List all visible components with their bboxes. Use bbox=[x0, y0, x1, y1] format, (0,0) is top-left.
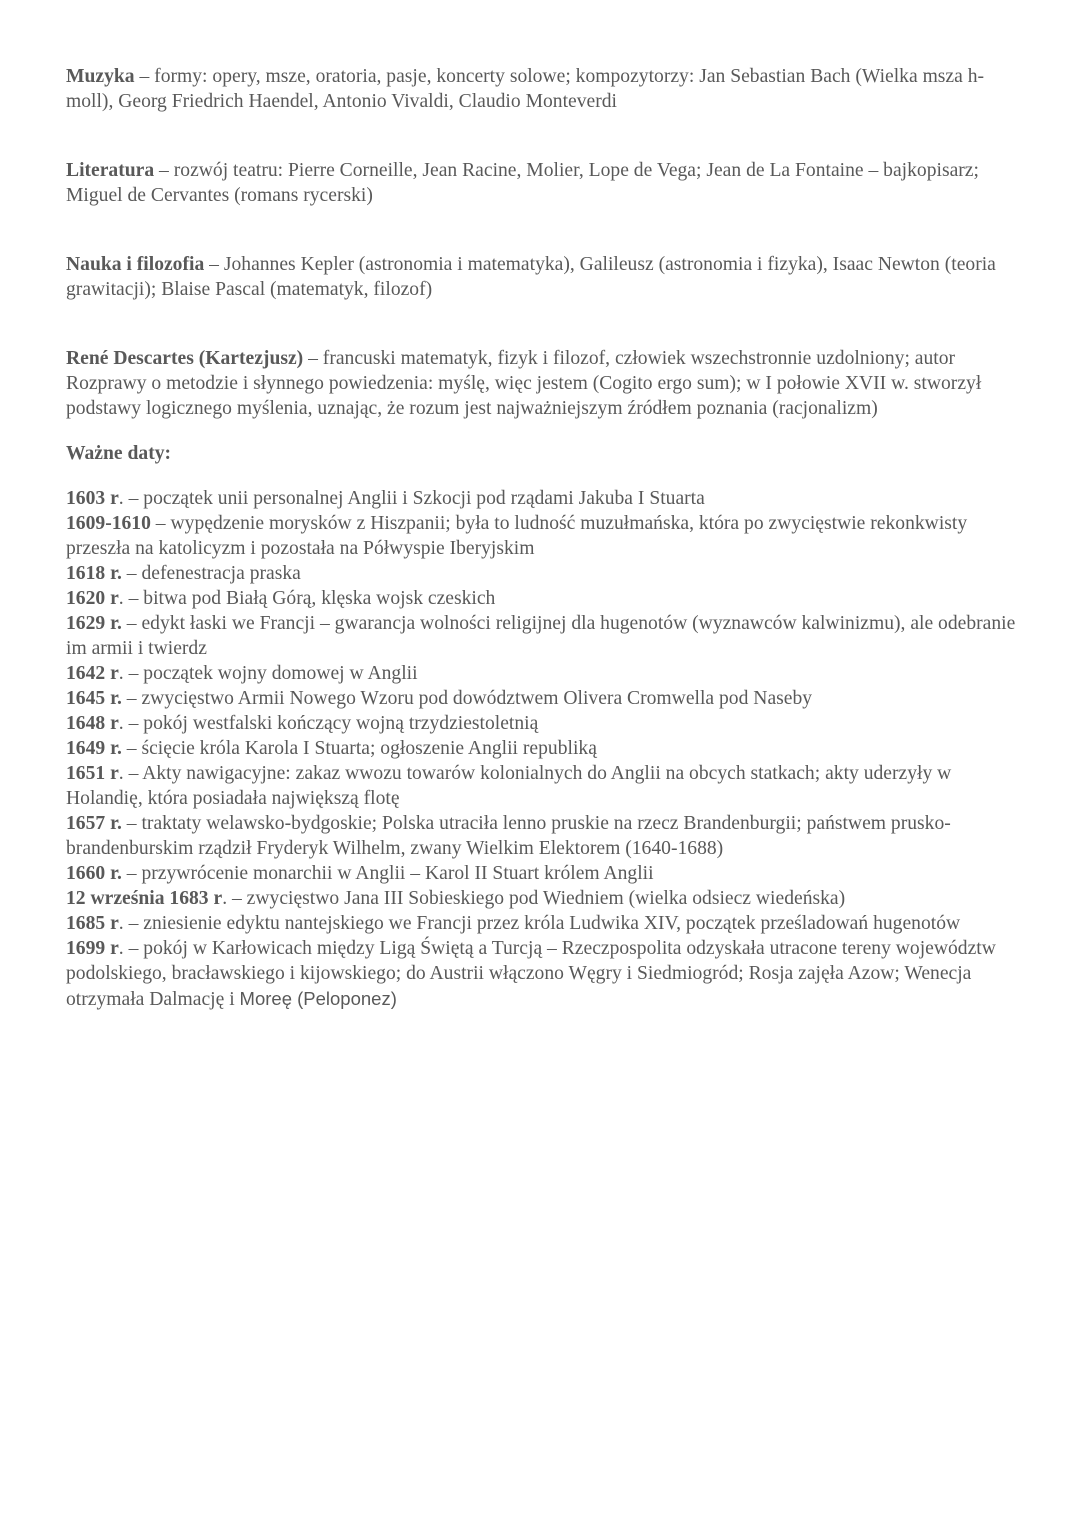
date-entry bbox=[66, 911, 1026, 936]
date-entry bbox=[66, 936, 1026, 1012]
date-year: 1609-1610 bbox=[66, 513, 151, 534]
section-heading: René Descartes (Kartezjusz) bbox=[66, 348, 304, 369]
section-text: – formy: opery, msze, oratoria, pasje, koncerty solowe; kompozytorzy: Jan Sebastian Bach (Wielka msza h-moll), Georg Friedrich Haendel, Antonio Vivaldi, Claudio Monteverdi bbox=[66, 66, 985, 112]
date-year: 1618 r. bbox=[66, 563, 122, 584]
date-text: – ścięcie króla Karola I Stuarta; ogłoszenie Anglii republiką bbox=[121, 738, 597, 759]
date-text: – defenestracja praska bbox=[121, 563, 301, 584]
section-heading: Nauka i filozofia bbox=[66, 254, 205, 275]
date-entry bbox=[66, 761, 1026, 811]
date-entry bbox=[66, 586, 1026, 611]
date-entry bbox=[66, 611, 1026, 661]
date-year: 1642 r bbox=[66, 663, 119, 684]
date-year: 1603 r bbox=[66, 488, 119, 509]
date-entry bbox=[66, 711, 1026, 736]
date-year: 1620 r bbox=[66, 588, 119, 609]
date-entry bbox=[66, 686, 1026, 711]
date-year: 1699 r bbox=[66, 938, 119, 959]
date-entry bbox=[66, 661, 1026, 686]
date-year: 1645 r. bbox=[66, 688, 122, 709]
date-year: 12 września 1683 r bbox=[66, 888, 223, 909]
section-nauka bbox=[66, 252, 1026, 302]
date-text: . – początek unii personalnej Anglii i Szkocji pod rządami Jakuba I Stuarta bbox=[118, 488, 705, 509]
section-muzyka bbox=[66, 64, 1026, 114]
date-text: . – zniesienie edyktu nantejskiego we Francji przez króla Ludwika XIV, początek prześladowań hugenotów bbox=[118, 913, 961, 934]
date-entry bbox=[66, 561, 1026, 586]
date-text: – edykt łaski we Francji – gwarancja wolności religijnej dla hugenotów (wyznawców kalwinizmu), ale odebranie im armii i twierdz bbox=[66, 613, 1016, 659]
date-year: 1651 r bbox=[66, 763, 119, 784]
date-year: 1685 r bbox=[66, 913, 119, 934]
date-year: 1629 r. bbox=[66, 613, 122, 634]
date-entry bbox=[66, 861, 1026, 886]
date-text: . – pokój westfalski kończący wojną trzydziestoletnią bbox=[118, 713, 539, 734]
date-text: – wypędzenie morysków z Hiszpanii; była to ludność muzułmańska, która po zwycięstwie rekonkwisty przeszła na katolicyzm i pozostała na Półwyspie Iberyjskim bbox=[66, 513, 968, 559]
date-text: . – początek wojny domowej w Anglii bbox=[118, 663, 418, 684]
date-entry bbox=[66, 886, 1026, 911]
date-year: 1660 r. bbox=[66, 863, 122, 884]
date-entry bbox=[66, 511, 1026, 561]
date-text: . – bitwa pod Białą Górą, klęska wojsk czeskich bbox=[118, 588, 496, 609]
section-heading: Literatura bbox=[66, 160, 155, 181]
date-entry bbox=[66, 486, 1026, 511]
date-year: 1649 r. bbox=[66, 738, 122, 759]
date-entry bbox=[66, 811, 1026, 861]
section-text: – francuski matematyk, fizyk i filozof, człowiek wszechstronnie uzdolniony; autor Rozprawy o metodzie i słynnego powiedzenia: myślę, więc jestem (Cogito ergo sum); w I połowie XVII w. stworzył podstawy logicznego myślenia, uznając, że rozum jest najważniejszym źródłem poznania (racjonalizm) bbox=[66, 348, 982, 419]
date-text: . – zwycięstwo Jana III Sobieskiego pod Wiedniem (wielka odsiecz wiedeńska) bbox=[222, 888, 846, 909]
section-descartes bbox=[66, 346, 1026, 421]
date-year: 1648 r bbox=[66, 713, 119, 734]
date-year: 1657 r. bbox=[66, 813, 122, 834]
section-literatura bbox=[66, 158, 1026, 208]
date-text: – zwycięstwo Armii Nowego Wzoru pod dowództwem Olivera Cromwella pod Naseby bbox=[121, 688, 813, 709]
section-text: – Johannes Kepler (astronomia i matematyka), Galileusz (astronomia i fizyka), Isaac Newton (teoria grawitacji); Blaise Pascal (matematyk, filozof) bbox=[66, 254, 996, 300]
date-text: – traktaty welawsko-bydgoskie; Polska utraciła lenno pruskie na rzecz Brandenburgii; państwem prusko-brandenburskim rządził Fryderyk Wilhelm, zwany Wielkim Elektorem (1640-1688) bbox=[66, 813, 951, 859]
date-text-tail: Moreę (Peloponez) bbox=[239, 988, 397, 1009]
section-text: – rozwój teatru: Pierre Corneille, Jean Racine, Molier, Lope de Vega; Jean de La Fontaine – bajkopisarz; Miguel de Cervantes (romans rycerski) bbox=[66, 160, 979, 206]
section-heading: Muzyka bbox=[66, 66, 135, 87]
date-text: – przywrócenie monarchii w Anglii – Karol II Stuart królem Anglii bbox=[121, 863, 654, 884]
dates-heading: Ważne daty: bbox=[66, 443, 172, 464]
document-page bbox=[66, 64, 1026, 1012]
dates-list bbox=[66, 486, 1026, 1012]
date-text: . – pokój w Karłowicach między Ligą Świętą a Turcją – Rzeczpospolita odzyskała utracone tereny województw podolskiego, bracławskiego i kijowskiego; do Austrii włączono Węgry i Siedmiogród; Rosja zajęła Azow; Wenecja otrzymała Dalmację i bbox=[66, 938, 996, 1010]
date-entry bbox=[66, 736, 1026, 761]
date-text: . – Akty nawigacyjne: zakaz wwozu towarów kolonialnych do Anglii na obcych statkach; akty uderzyły w Holandię, która posiadała największą flotę bbox=[66, 763, 952, 809]
